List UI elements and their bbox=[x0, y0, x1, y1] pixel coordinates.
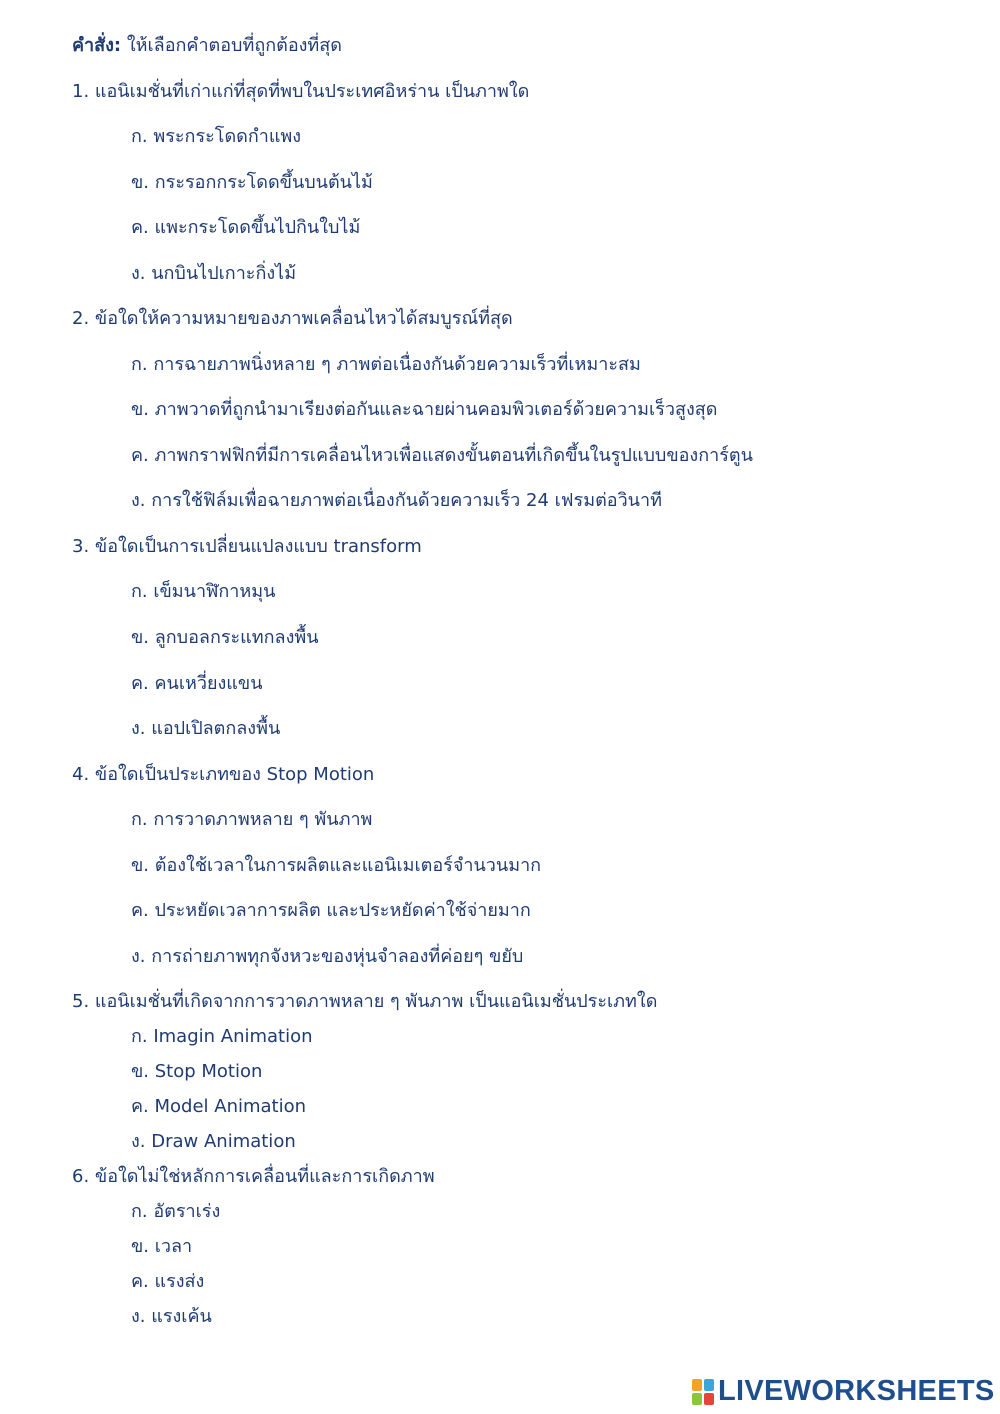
q2-option-c[interactable]: ค. ภาพกราฟฟิกที่มีการเคลื่อนไหวเพื่อแสดงขั้นตอนที่เกิดขึ้นในรูปแบบของการ์ตูน bbox=[131, 445, 753, 466]
q1-option-d[interactable]: ง. นกบินไปเกาะกิ่งไม้ bbox=[131, 263, 297, 284]
q3-option-c[interactable]: ค. คนเหวี่ยงแขน bbox=[131, 673, 263, 694]
q4-option-d[interactable]: ง. การถ่ายภาพทุกจังหวะของหุ่นจำลองที่ค่อยๆ ขยับ bbox=[131, 946, 524, 967]
q3-option-d[interactable]: ง. แอปเปิลตกลงพื้น bbox=[131, 718, 281, 739]
q6-option-d[interactable]: ง. แรงเค้น bbox=[131, 1306, 212, 1327]
q1-option-a[interactable]: ก. พระกระโดดกำแพง bbox=[131, 126, 302, 147]
question-3: 3. ข้อใดเป็นการเปลี่ยนแปลงแบบ transform bbox=[72, 536, 422, 557]
liveworksheets-logo bbox=[692, 1375, 995, 1408]
q3-option-a[interactable]: ก. เข็มนาฬิกาหมุน bbox=[131, 581, 276, 602]
q4-option-b[interactable]: ข. ต้องใช้เวลาในการผลิตและแอนิเมเตอร์จำนวนมาก bbox=[131, 855, 542, 876]
question-6: 6. ข้อใดไม่ใช่หลักการเคลื่อนที่และการเกิดภาพ bbox=[72, 1166, 435, 1187]
q5-option-d[interactable]: ง. Draw Animation bbox=[131, 1131, 296, 1152]
logo-text: LIVEWORKSHEETS bbox=[718, 1375, 995, 1407]
q2-option-a[interactable]: ก. การฉายภาพนิ่งหลาย ๆ ภาพต่อเนื่องกันด้วยความเร็วที่เหมาะสม bbox=[131, 354, 641, 375]
question-2: 2. ข้อใดให้ความหมายของภาพเคลื่อนไหวได้สมบูรณ์ที่สุด bbox=[72, 308, 513, 329]
question-5: 5. แอนิเมชั่นที่เกิดจากการวาดภาพหลาย ๆ พันภาพ เป็นแอนิเมชั่นประเภทใด bbox=[72, 991, 658, 1012]
instruction bbox=[72, 34, 342, 58]
question-4: 4. ข้อใดเป็นประเภทของ Stop Motion bbox=[72, 764, 375, 785]
q1-option-b[interactable]: ข. กระรอกกระโดดขึ้นบนต้นไม้ bbox=[131, 172, 373, 193]
q5-option-b[interactable]: ข. Stop Motion bbox=[131, 1061, 263, 1082]
instruction-label: คำสั่ง: bbox=[72, 35, 122, 56]
q6-option-c[interactable]: ค. แรงส่ง bbox=[131, 1271, 205, 1292]
q6-option-b[interactable]: ข. เวลา bbox=[131, 1236, 193, 1257]
q3-option-b[interactable]: ข. ลูกบอลกระแทกลงพื้น bbox=[131, 627, 319, 648]
q1-option-c[interactable]: ค. แพะกระโดดขึ้นไปกินใบไม้ bbox=[131, 217, 361, 238]
question-1: 1. แอนิเมชั่นที่เก่าแก่ที่สุดที่พบในประเทศอิหร่าน เป็นภาพใด bbox=[72, 81, 530, 102]
q2-option-b[interactable]: ข. ภาพวาดที่ถูกนำมาเรียงต่อกันและฉายผ่านคอมพิวเตอร์ด้วยความเร็วสูงสุด bbox=[131, 399, 718, 420]
q2-option-d[interactable]: ง. การใช้ฟิล์มเพื่อฉายภาพต่อเนื่องกันด้วยความเร็ว 24 เฟรมต่อวินาที bbox=[131, 490, 662, 511]
q4-option-a[interactable]: ก. การวาดภาพหลาย ๆ พันภาพ bbox=[131, 809, 373, 830]
q5-option-c[interactable]: ค. Model Animation bbox=[131, 1096, 307, 1117]
q4-option-c[interactable]: ค. ประหยัดเวลาการผลิต และประหยัดค่าใช้จ่ายมาก bbox=[131, 900, 531, 921]
q5-option-a[interactable]: ก. Imagin Animation bbox=[131, 1026, 313, 1047]
liveworksheets-logo-icon bbox=[692, 1379, 714, 1405]
q6-option-a[interactable]: ก. อัตราเร่ง bbox=[131, 1201, 221, 1222]
instruction-text: ให้เลือกคำตอบที่ถูกต้องที่สุด bbox=[126, 35, 342, 56]
